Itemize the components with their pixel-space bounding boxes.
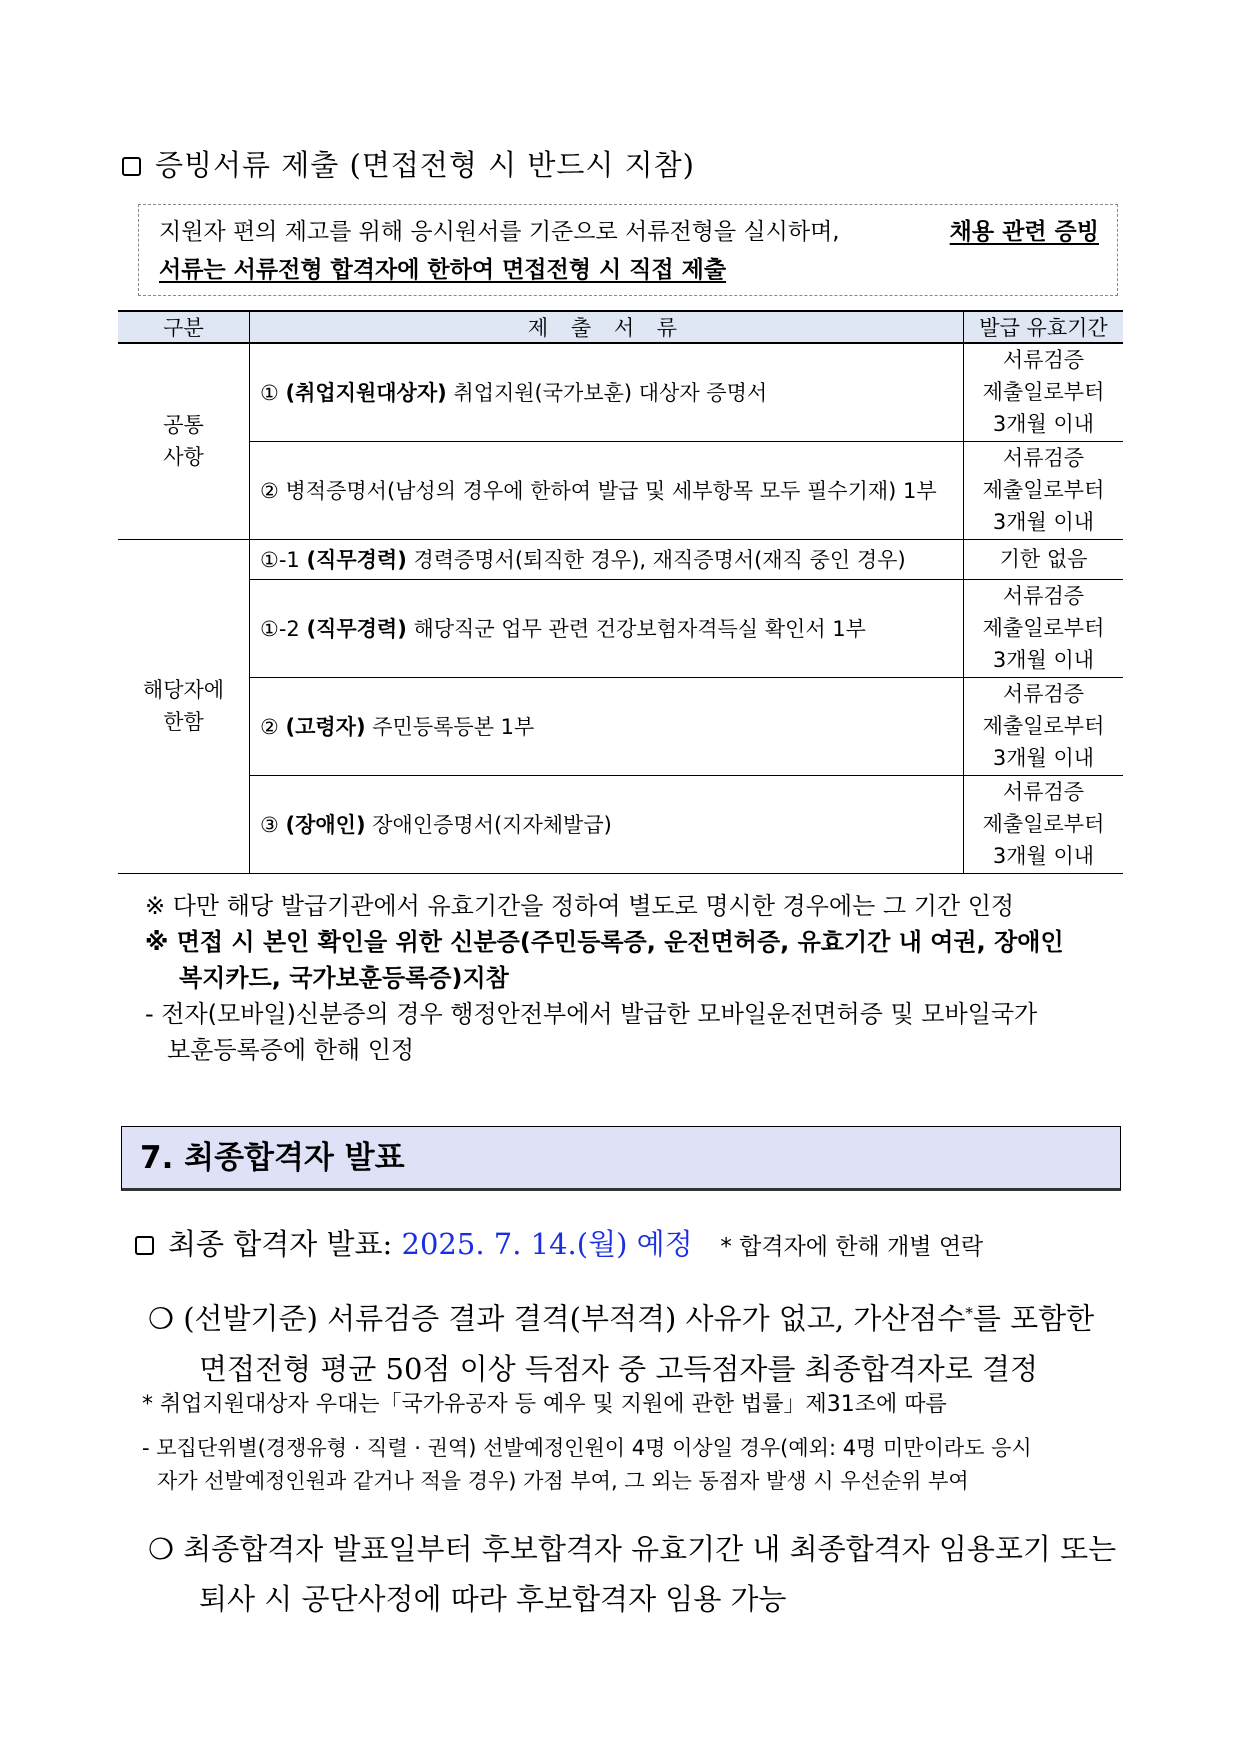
validity-cell: 서류검증 제출일로부터 3개월 이내 [964,441,1124,539]
doc-cell: ② (고령자) 주민등록등본 1부 [250,677,964,775]
reserve-line-2: 퇴사 시 공단사정에 따라 후보합격자 임용 가능 [199,1582,787,1616]
note-id-required-cont: 복지카드, 국가보훈등록증)지참 [179,964,509,992]
validity-cell: 서류검증 제출일로부터 3개월 이내 [964,579,1124,677]
table-row [118,579,1123,677]
evidence-heading [122,143,695,184]
header-validity: 발급 유효기간 [964,311,1124,343]
table-row [118,539,1123,579]
notice-text: 지원자 편의 제고를 위해 응시원서를 기준으로 서류전형을 실시하며, [159,219,840,245]
doc-cell: ② 병적증명서(남성의 경우에 한하여 발급 및 세부항목 모두 필수기재) 1부 [250,441,964,539]
group-common-label: 공통 사항 [163,413,204,470]
group-applicable-label: 해당자에 한함 [142,678,225,734]
notice-bold-1: 채용 관련 증빙 [949,219,1099,245]
table-row [118,343,1123,441]
doc-cell: ③ (장애인) 장애인증명서(지자체발급) [250,775,964,873]
notice-bold-2: 서류는 서류전형 합격자에 한하여 면접전형 시 직접 제출 [159,257,727,283]
selection-criteria [148,1288,1123,1394]
table-row [118,677,1123,775]
announce-label: 최종 합격자 발표: [168,1227,393,1261]
footnote-bonus-line-2: 자가 선발예정인원과 같거나 적을 경우) 가점 부여, 그 외는 동점자 발생 시 우선순위 부여 [157,1469,969,1493]
validity-cell: 기한 없음 [964,539,1124,579]
reserve-line-1: ❍ 최종합격자 발표일부터 후보합격자 유효기간 내 최종합격자 임용포기 또는 [148,1532,1117,1566]
evidence-heading-text: 증빙서류 제출 (면접전형 시 반드시 지참) [155,148,695,182]
footnote-preference: * 취업지원대상자 우대는「국가유공자 등 예우 및 지원에 관한 법률」제31조에 따름 [142,1392,947,1417]
footnote-bonus [142,1432,1122,1498]
table-row [118,775,1123,873]
note-mobile-id: - 전자(모바일)신분증의 경우 행정안전부에서 발급한 모바일운전면허증 및 모바일국가 [145,1000,1038,1028]
evidence-notice-box [138,204,1118,296]
footnote-bonus-line-1: - 모집단위별(경쟁유형 · 직렬 · 권역) 선발예정인원이 4명 이상일 경우(예외: 4명 미만이라도 응시 [142,1436,1032,1460]
criteria-line-1: ❍ (선발기준) 서류검증 결과 결격(부적격) 사유가 없고, 가산점수*를 포함한 [148,1301,1095,1336]
announce-date: 2025. 7. 14.(월) 예정 [401,1227,693,1261]
notice-line-1 [159,213,1099,251]
section-7-title: 7. 최종합격자 발표 [121,1126,1121,1191]
doc-cell: ①-2 (직무경력) 해당직군 업무 관련 건강보험자격득실 확인서 1부 [250,579,964,677]
table-header-row [118,311,1123,343]
validity-cell: 서류검증 제출일로부터 3개월 이내 [964,677,1124,775]
checkbox-icon [135,1236,154,1255]
header-category: 구분 [118,311,250,343]
documents-table [118,310,1123,874]
table-notes [145,888,1125,1068]
note-mobile-id-cont: 보훈등록증에 한해 인정 [167,1036,415,1064]
announcement-line [135,1222,983,1263]
header-documents: 제 출 서 류 [250,311,964,343]
announce-note: * 합격자에 한해 개별 연락 [720,1234,984,1260]
criteria-line-2: 면접전형 평균 50점 이상 득점자 중 고득점자를 최종합격자로 결정 [199,1351,1039,1386]
group-applicable [118,539,250,873]
note-validity-exception: ※ 다만 해당 발급기관에서 유효기간을 정하여 별도로 명시한 경우에는 그 기간 인정 [145,892,1015,920]
note-id-required: ※ 면접 시 본인 확인을 위한 신분증(주민등록증, 운전면허증, 유효기간 내 여권, 장애인 [145,928,1064,956]
checkbox-icon [122,157,141,176]
group-common [118,343,250,539]
validity-cell: 서류검증 제출일로부터 3개월 이내 [964,343,1124,441]
reserve-candidates [148,1524,1123,1624]
doc-cell: ①-1 (직무경력) 경력증명서(퇴직한 경우), 재직증명서(재직 중인 경우) [250,539,964,579]
table-row [118,441,1123,539]
doc-cell: ① (취업지원대상자) 취업지원(국가보훈) 대상자 증명서 [250,343,964,441]
validity-cell: 서류검증 제출일로부터 3개월 이내 [964,775,1124,873]
